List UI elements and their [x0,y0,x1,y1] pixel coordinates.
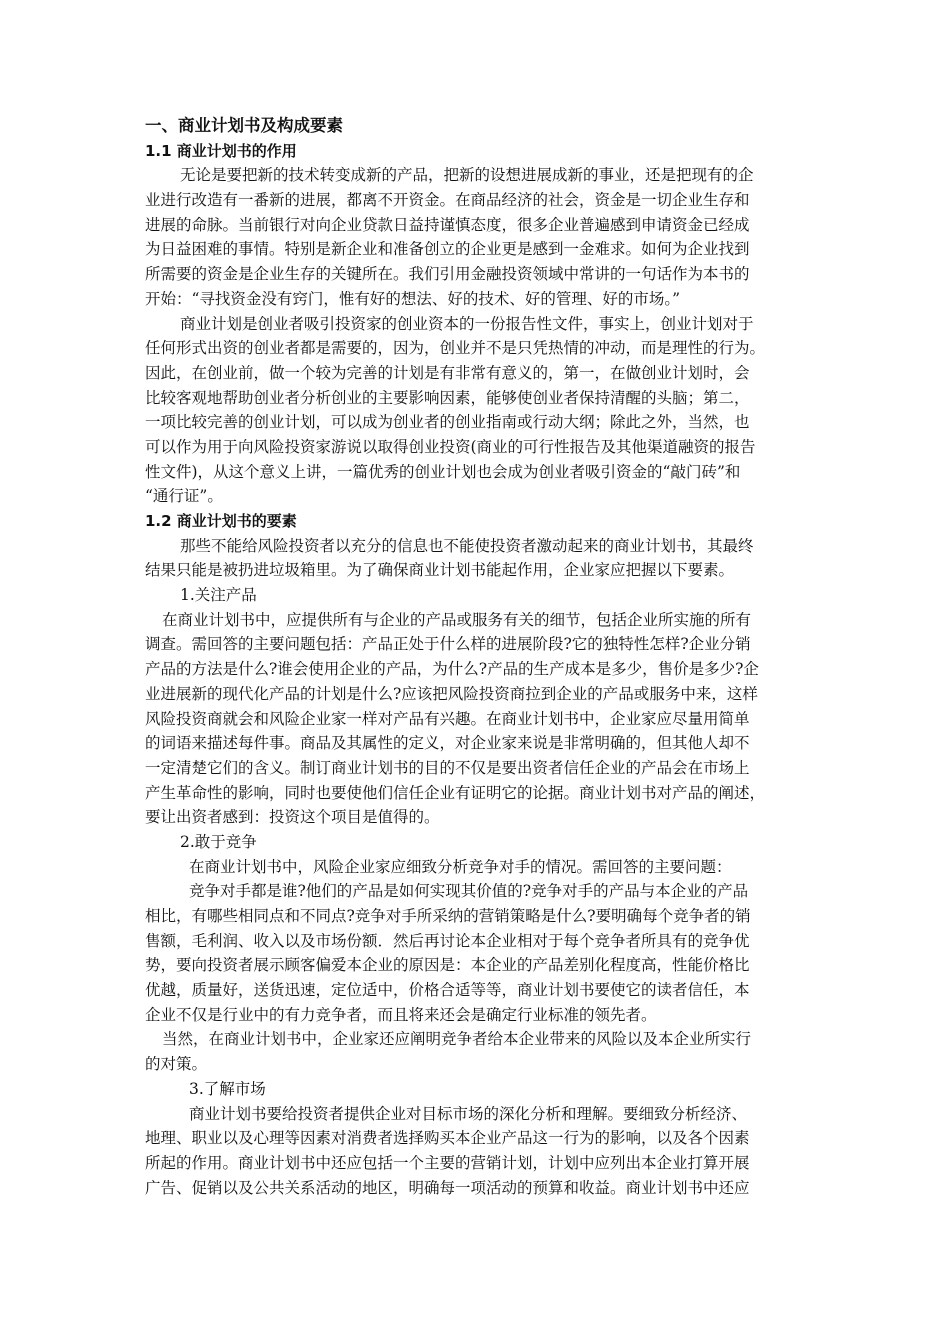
text-line: 进展的命脉。当前银行对向企业贷款日益持谨慎态度，很多企业普遍感到申请资金已经成 [145,215,750,234]
text-line: 商业计划是创业者吸引投资家的创业资本的一份报告性文件，事实上，创业计划对于 [180,314,754,333]
text-line: 可以作为用于向风险投资家游说以取得创业投资(商业的可行性报告及其他渠道融资的报告 [145,437,756,456]
text-line: 调查。需回答的主要问题包括：产品正处于什么样的进展阶段?它的独特性怎样?企业分销 [145,635,751,654]
text-line: 在商业计划书中，风险企业家应细致分析竞争对手的情况。需回答的主要问题： [189,857,732,876]
text-line: 的对策。 [145,1055,208,1074]
text-line: 因此，在创业前，做一个较为完善的计划是有非常有意义的，第一，在做创业计划时，会 [145,363,750,382]
text-line: 所需要的资金是企业生存的关键所在。我们引用金融投资领域中常讲的一句话作为本书的 [145,265,750,284]
text-line: 商业计划书要给投资者提供企业对目标市场的深化分析和理解。要细致分析经济、 [189,1104,748,1123]
text-line: 结果只能是被扔进垃圾箱里。为了确保商业计划书能起作用，企业家应把握以下要素。 [145,561,735,580]
text-line: 业进行改造有一番新的进展，都离不开资金。在商品经济的社会，资金是一切企业生存和 [145,191,750,210]
text-line: 相比，有哪些相同点和不同点?竞争对手所采纳的营销策略是什么?要明确每个竞争者的销 [145,907,751,925]
text-line: 那些不能给风险投资者以充分的信息也不能使投资者激动起来的商业计划书，其最终 [180,536,754,555]
text-line: 3.了解市场 [189,1079,266,1098]
text-line: 在商业计划书中，应提供所有与企业的产品或服务有关的细节，包括企业所实施的所有 [162,610,752,629]
text-line: 所起的作用。商业计划书中还应包括一个主要的营销计划，计划中应列出本企业打算开展 [145,1153,750,1172]
text-line: 任何形式出资的创业者都是需要的，因为，创业并不是只凭热情的冲动，而是理性的行为。 [145,339,766,358]
subsection-heading: 1.1 商业计划书的作用 [145,141,297,160]
text-line: “通行证”。 [145,487,223,506]
text-line: 性文件)，从这个意义上讲，一篇优秀的创业计划也会成为创业者吸引资金的“敲门砖”和 [145,462,741,481]
section-heading: 一、商业计划书及构成要素 [145,116,343,135]
text-line: 一项比较完善的创业计划，可以成为创业者的创业指南或行动大纲；除此之外，当然，也 [145,413,750,432]
text-line: 要让出资者感到：投资这个项目是值得的。 [145,808,440,827]
text-line: 售额，毛利润、收入以及市场份额．然后再讨论本企业相对于每个竞争者所具有的竞争优 [145,931,750,950]
text-line: 产品的方法是什么?谁会使用企业的产品，为什么?产品的生产成本是多少，售价是多少?企 [145,660,759,679]
text-line: 广告、促销以及公共关系活动的地区，明确每一项活动的预算和收益。商业计划书中还应 [145,1178,750,1197]
text-line: 的词语来描述每件事。商品及其属性的定义，对企业家来说是非常明确的，但其他人却不 [145,734,750,753]
text-line: 风险投资商就会和风险企业家一样对产品有兴趣。在商业计划书中，企业家应尽量用简单 [145,709,750,728]
text-line: 势，要向投资者展示顾客偏爱本企业的原因是：本企业的产品差别化程度高，性能价格比 [145,956,750,975]
text-line: 1.关注产品 [180,586,257,605]
text-line: 竞争对手都是谁?他们的产品是如何实现其价值的?竞争对手的产品与本企业的产品 [189,882,749,901]
text-line: 2.敢于竞争 [180,832,257,851]
text-line: 比较客观地帮助创业者分析创业的主要影响因素，能够使创业者保持清醒的头脑；第二， [145,388,750,407]
text-line: 一定清楚它们的含义。制订商业计划书的目的不仅是要出资者信任企业的产品会在市场上 [145,758,750,777]
text-line: 业进展新的现代化产品的计划是什么?应该把风险投资商拉到企业的产品或服务中来，这样 [145,684,758,703]
text-line: 为日益困难的事情。特别是新企业和准备创立的企业更是感到一金难求。如何为企业找到 [145,240,750,259]
text-line: 开始：“寻找资金没有窍门，惟有好的想法、好的技术、好的管理、好的市场。” [145,289,681,308]
subsection-heading: 1.2 商业计划书的要素 [145,512,297,530]
text-line: 地理、职业以及心理等因素对消费者选择购买本企业产品这一行为的影响，以及各个因素 [145,1129,750,1148]
text-line: 企业不仅是行业中的有力竞争者，而且将来还会是确定行业标准的领先者。 [145,1005,657,1024]
text-line: 优越，质量好，送货迅速，定位适中，价格合适等等，商业计划书要使它的读者信任，本 [145,981,750,1000]
text-line: 产生革命性的影响，同时也要使他们信任企业有证明它的论据。商业计划书对产品的阐述， [145,783,766,802]
text-line: 当然，在商业计划书中，企业家还应阐明竞争者给本企业带来的风险以及本企业所实行 [162,1030,752,1049]
text-line: 无论是要把新的技术转变成新的产品，把新的设想进展成新的事业，还是把现有的企 [180,166,754,185]
document-body [145,114,815,1200]
